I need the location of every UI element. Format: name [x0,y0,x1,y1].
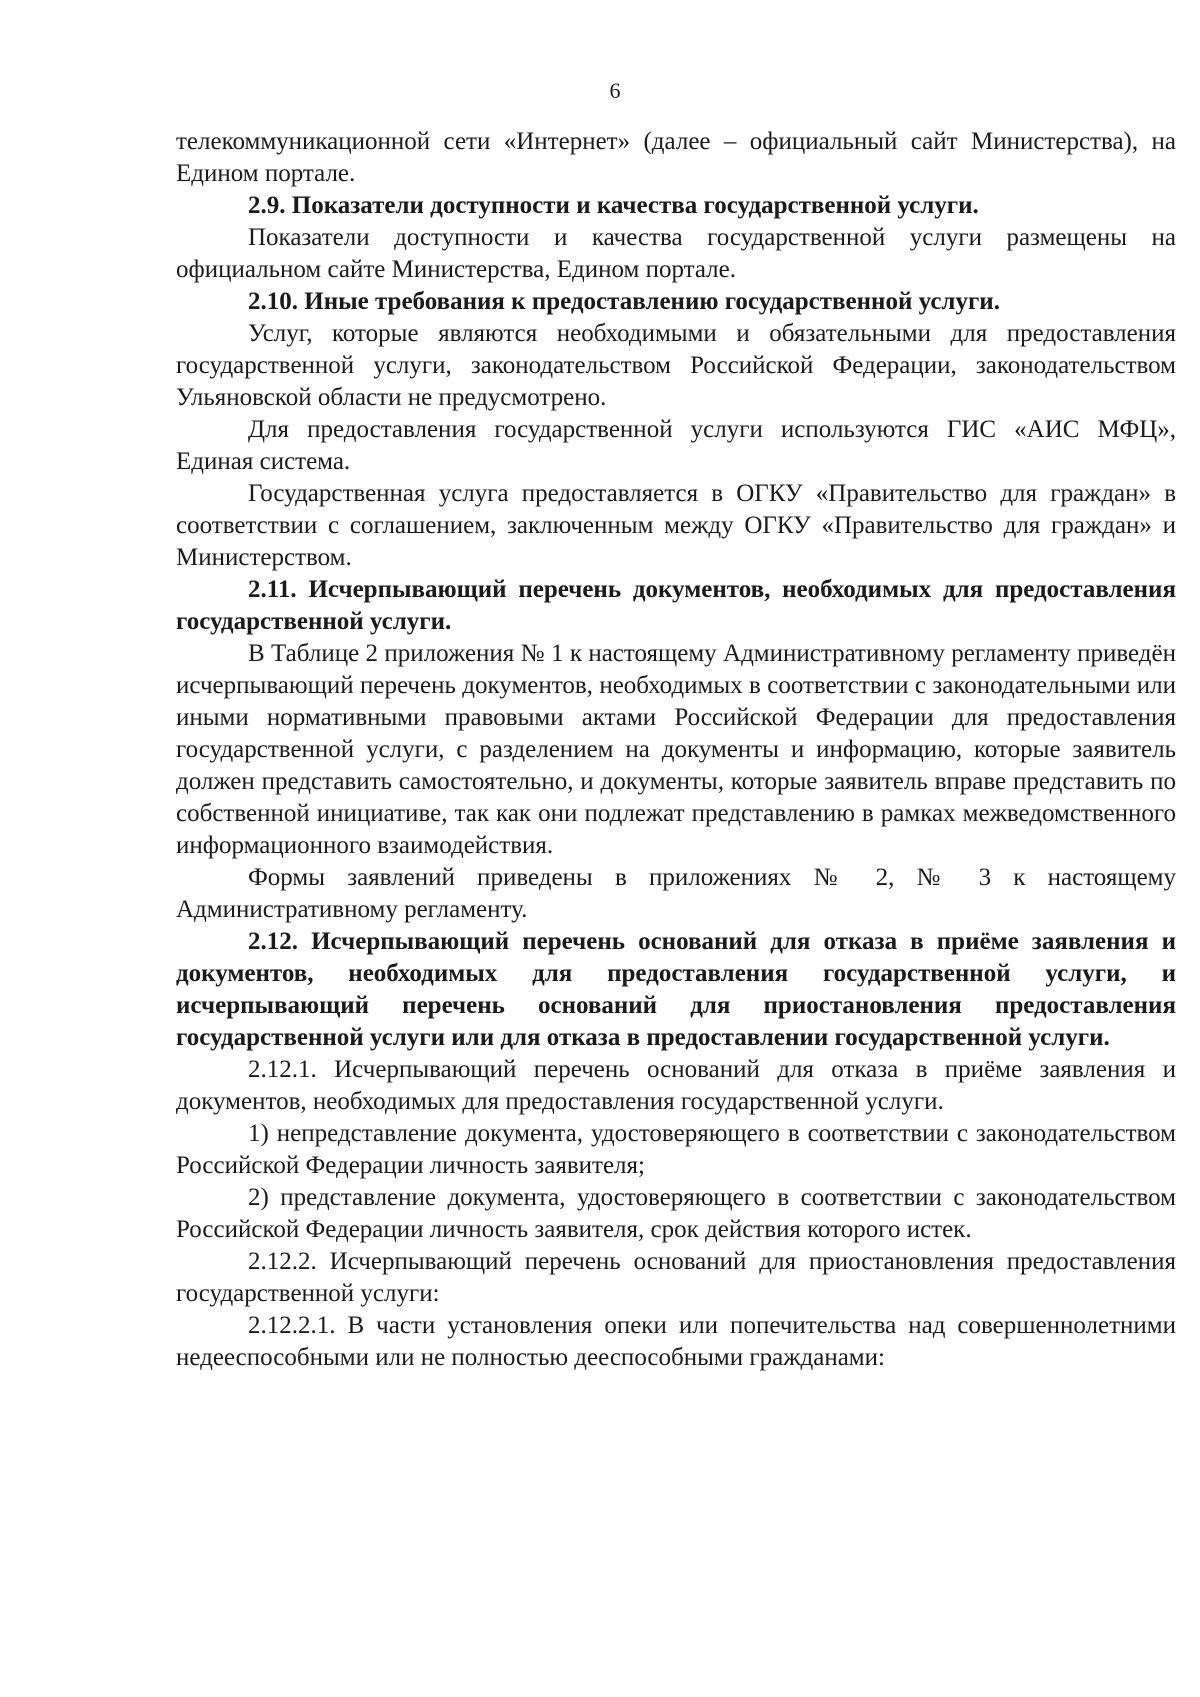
list-item: 2) представление документа, удостоверяющего в соответствии с законодательством Российской Федерации личность заявителя, срок действия которого истек. [176,1184,1176,1243]
paragraph-intro-continuation: телекоммуникационной сети «Интернет» (далее – официальный сайт Министерства), на Едином портале. [176,128,1176,187]
page-number: 6 [609,78,621,103]
paragraph: В Таблице 2 приложения № 1 к настоящему Административному регламенту приведён исчерпывающий перечень документов, необходимых в соответствии с законодательными или иными нормативными правовыми актами Российской Федерации для предоставления государственной услуги, с разделением на документы и информацию, которые заявитель должен представить самостоятельно, и документы, которые заявитель вправе представить по собственной инициативе, так как они подлежат представлению в рамках межведомственного информационного взаимодействия. [176,640,1176,859]
paragraph-2-12-1: 2.12.1. Исчерпывающий перечень оснований для отказа в приёме заявления и документов, необходимых для предоставления государственной услуги. [176,1056,1176,1115]
paragraph: Формы заявлений приведены в приложениях № 2, № 3 к настоящему Административному регламенту. [176,864,1176,923]
list-item: 1) непредставление документа, удостоверяющего в соответствии с законодательством Российской Федерации личность заявителя; [176,1120,1176,1179]
paragraph: Услуг, которые являются необходимыми и обязательными для предоставления государственной услуги, законодательством Российской Федерации, законодательством Ульяновской области не предусмотрено. [176,320,1176,411]
section-heading-2-11: 2.11. Исчерпывающий перечень документов, необходимых для предоставления государственной услуги. [176,576,1176,635]
paragraph-2-12-2: 2.12.2. Исчерпывающий перечень оснований для приостановления предоставления государственной услуги: [176,1248,1176,1307]
section-heading-2-12: 2.12. Исчерпывающий перечень оснований для отказа в приёме заявления и документов, необходимых для предоставления государственной услуги, и исчерпывающий перечень оснований для приостановления предоставления государственной услуги или для отказа в предоставлении государственной услуги. [176,928,1176,1051]
paragraph: Государственная услуга предоставляется в ОГКУ «Правительство для граждан» в соответствии с соглашением, заключенным между ОГКУ «Правительство для граждан» и Министерством. [176,480,1176,571]
paragraph-2-12-2-1: 2.12.2.1. В части установления опеки или попечительства над совершеннолетними недееспособными или не полностью дееспособными гражданами: [176,1312,1176,1371]
paragraph: Показатели доступности и качества государственной услуги размещены на официальном сайте Министерства, Едином портале. [176,224,1176,283]
section-heading-2-10: 2.10. Иные требования к предоставлению государственной услуги. [248,288,1000,315]
document-body [176,126,1176,1374]
section-heading-2-9: 2.9. Показатели доступности и качества государственной услуги. [248,192,979,219]
paragraph: Для предоставления государственной услуги используются ГИС «АИС МФЦ», Единая система. [176,416,1176,475]
